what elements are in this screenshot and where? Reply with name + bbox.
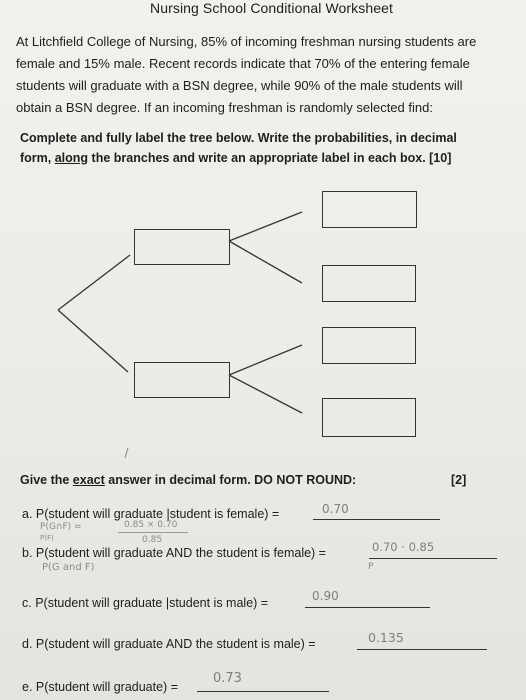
points-label: [2] xyxy=(451,473,467,487)
work-b-label: P(G and F) xyxy=(42,562,95,573)
underlined-exact: exact xyxy=(72,473,105,487)
branch-bottom-to-lower xyxy=(229,375,302,413)
branch-root-to-top xyxy=(58,255,130,310)
tree-box-second-level-2[interactable] xyxy=(322,265,416,302)
tree-box-second-level-3[interactable] xyxy=(322,327,416,364)
intro-line-1: At Litchfield College of Nursing, 85% of incoming freshman nursing students are xyxy=(16,34,477,49)
work-a-pf: P(F) xyxy=(40,534,54,542)
intro-line-4: obtain a BSN degree. If an incoming freshman is randomly selected find: xyxy=(16,100,433,115)
underlined-along: along xyxy=(54,151,89,165)
work-a-denominator: 0.85 xyxy=(142,535,163,545)
answer-line-b[interactable] xyxy=(369,558,497,559)
answer-e: 0.73 xyxy=(213,671,242,686)
tree-box-second-level-1[interactable] xyxy=(322,191,417,228)
tree-box-first-level-bottom[interactable] xyxy=(134,362,230,398)
answer-line-d[interactable] xyxy=(357,649,487,650)
tree-box-second-level-4[interactable] xyxy=(322,398,416,437)
answer-line-c[interactable] xyxy=(305,607,430,608)
exact-answer-instruction: Give the exact answer in decimal form. DO NOT ROUND: xyxy=(20,473,357,487)
instruction-line-1: Complete and fully label the tree below. Write the probabilities, in decimal xyxy=(20,131,457,145)
question-d: d. P(student will graduate AND the student is male) = xyxy=(22,637,316,651)
question-a: a. P(student will graduate |student is female) = xyxy=(22,507,280,521)
answer-d: 0.135 xyxy=(368,630,404,645)
question-e: e. P(student will graduate) = xyxy=(22,680,178,694)
pen-stroke-mark xyxy=(125,448,128,458)
tree-box-first-level-top[interactable] xyxy=(134,229,230,265)
work-a-fraction-bar xyxy=(118,532,188,533)
work-a-numerator: 0.85 × 0.70 xyxy=(124,520,178,530)
work-b-p: P xyxy=(368,562,374,572)
intro-line-2: female and 15% male. Recent records indicate that 70% of the entering female xyxy=(16,56,470,71)
answer-c: 0.90 xyxy=(312,589,339,603)
answer-b: 0.70 · 0.85 xyxy=(372,540,435,554)
branch-bottom-to-upper xyxy=(229,345,302,375)
branch-top-to-upper xyxy=(229,212,302,241)
answer-line-a[interactable] xyxy=(313,519,440,520)
answer-a: 0.70 xyxy=(322,502,349,516)
page-title: Nursing School Conditional Worksheet xyxy=(150,0,394,16)
branch-root-to-bottom xyxy=(58,310,128,372)
question-c: c. P(student will graduate |student is male) = xyxy=(22,596,269,610)
branch-top-to-lower xyxy=(229,241,302,283)
work-a-formula: P(G∩F) = xyxy=(40,522,82,532)
question-b: b. P(student will graduate AND the student is female) = xyxy=(22,546,326,560)
answer-line-e[interactable] xyxy=(197,691,329,692)
intro-line-3: students will graduate with a BSN degree, while 90% of the male students will xyxy=(16,78,463,93)
instruction-line-2: form, along the branches and write an appropriate label in each box. [10] xyxy=(20,151,452,165)
